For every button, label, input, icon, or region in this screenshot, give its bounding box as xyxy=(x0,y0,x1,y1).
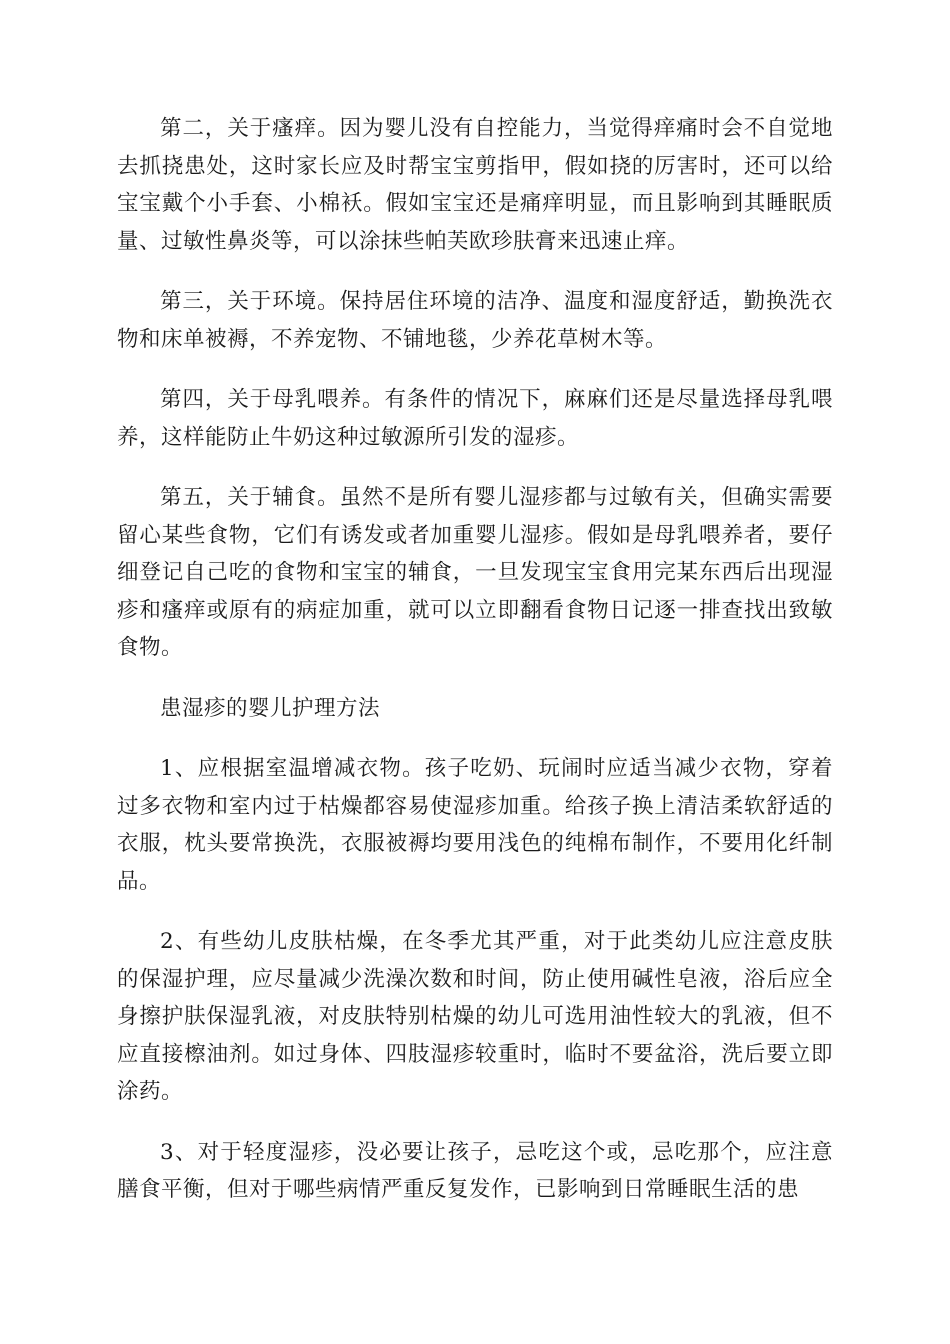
section-heading-care-methods: 患湿疹的婴儿护理方法 xyxy=(160,695,381,721)
paragraph-care-2-skin: 2、有些幼儿皮肤枯燥，在冬季尤其严重，对于此类幼儿应注意皮肤的保湿护理，应尽量减少洗澡次数和时间，防止使用碱性皂液，浴后应全身擦护肤保湿乳液，对皮肤特别枯燥的幼儿可选用油性较大的乳液，但不应直接檫油剂。如过身体、四肢湿疹较重时，临时不要盆浴，洗后要立即涂药。 xyxy=(117,929,833,1104)
paragraph-environment: 第三，关于环境。保持居住环境的洁净、温度和湿度舒适，勤换洗衣物和床单被褥，不养宠物、不铺地毯，少养花草树木等。 xyxy=(117,289,833,352)
paragraph-care-1-clothing: 1、应根据室温增减衣物。孩子吃奶、玩闹时应适当减少衣物，穿着过多衣物和室内过于枯燥都容易使湿疹加重。给孩子换上清洁柔软舒适的衣服，枕头要常换洗，衣服被褥均要用浅色的纯棉布制作，不要用化纤制品。 xyxy=(117,756,833,894)
document-page xyxy=(117,110,833,1232)
paragraph-itching: 第二，关于瘙痒。因为婴儿没有自控能力，当觉得痒痛时会不自觉地去抓挠患处，这时家长应及时帮宝宝剪指甲，假如挠的厉害时，还可以给宝宝戴个小手套、小棉袄。假如宝宝还是痛痒明显，而且影响到其睡眠质量、过敏性鼻炎等，可以涂抹些帕芙欧珍肤膏来迅速止痒。 xyxy=(117,116,833,254)
paragraph-care-3-diet: 3、对于轻度湿疹，没必要让孩子，忌吃这个或，忌吃那个，应注意膳食平衡，但对于哪些病情严重反复发作，已影响到日常睡眠生活的患 xyxy=(117,1139,833,1202)
paragraph-complementary-food: 第五，关于辅食。虽然不是所有婴儿湿疹都与过敏有关，但确实需要留心某些食物，它们有诱发或者加重婴儿湿疹。假如是母乳喂养者，要仔细登记自己吃的食物和宝宝的辅食，一旦发现宝宝食用完某东西后出现湿疹和瘙痒或原有的病症加重，就可以立即翻看食物日记逐一排查找出致敏食物。 xyxy=(117,485,833,660)
paragraph-breastfeeding: 第四，关于母乳喂养。有条件的情况下，麻麻们还是尽量选择母乳喂养，这样能防止牛奶这种过敏源所引发的湿疹。 xyxy=(117,387,833,450)
